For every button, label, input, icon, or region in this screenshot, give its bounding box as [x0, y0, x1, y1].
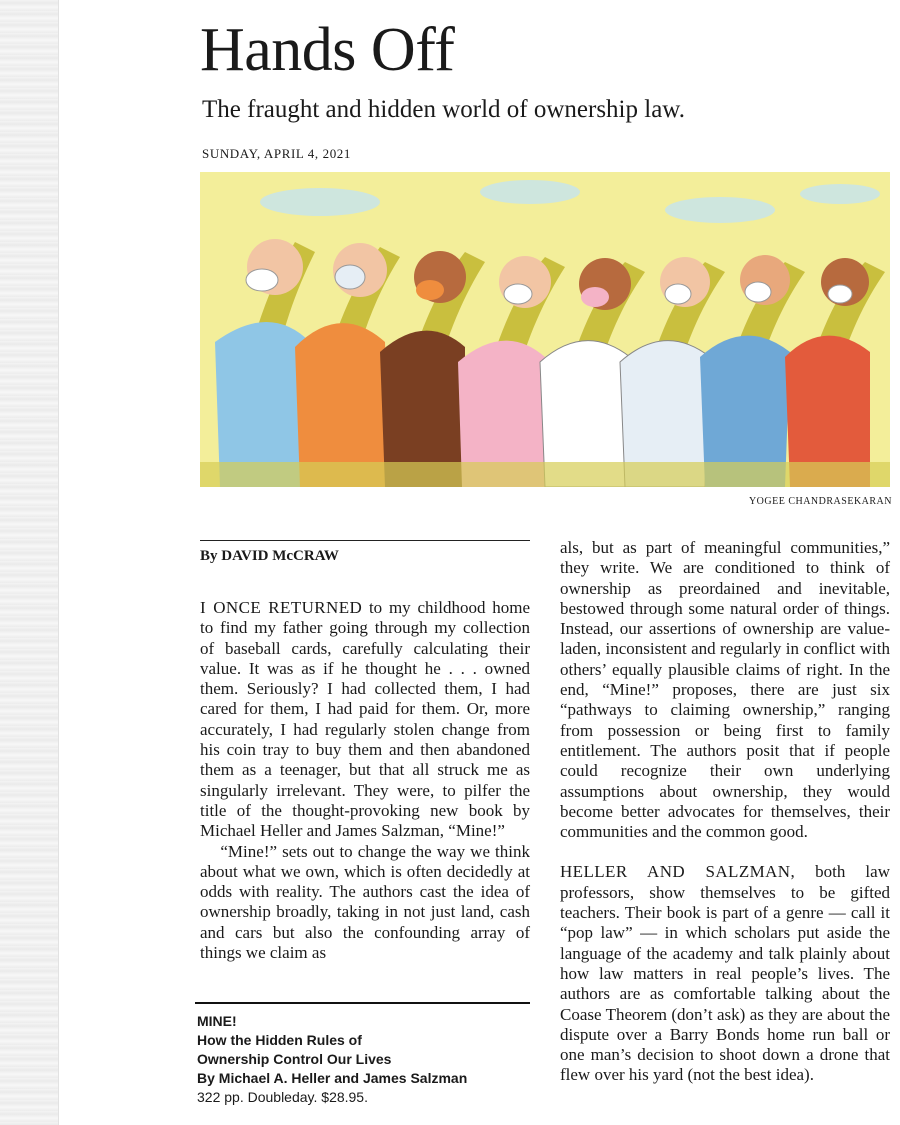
paragraph-2: “Mine!” sets out to change the way we think about what we own, which is often decidedly at odds with reality. The authors cast the idea of ownership broadly, taking in not just land, cash and cars but also the confounding array of things we claim as: [200, 841, 530, 963]
paragraph-4: [560, 862, 890, 1085]
illustration-credit: YOGEE CHANDRASEKARAN: [748, 496, 892, 507]
paper-edge: [0, 0, 59, 1125]
illustration: [200, 172, 890, 487]
byline-rule: [200, 540, 530, 541]
book-price: 322 pp. Doubleday. $28.95.: [197, 1089, 368, 1105]
paragraph-1-lead: I ONCE RETURNED: [200, 598, 363, 617]
book-subtitle-2: Ownership Control Our Lives: [197, 1051, 392, 1067]
illustration-art: [200, 172, 890, 487]
column-2: [560, 538, 890, 1086]
paragraph-4-lead: HELLER AND SALZMAN,: [560, 862, 796, 882]
infobox-rule: [195, 1002, 530, 1004]
headline: Hands Off: [200, 16, 455, 84]
book-title: MINE!: [197, 1013, 237, 1029]
paragraph-4-text: both law professors, show themselves to be gifted teachers. Their book is part of a genre — call it “pop law” — in which scholars put aside the language of the academy and talk plainly about how law matters in real people’s lives. The authors are as comfortable talking about the Coase Theorem (don’t ask) as they are about the dispute over a Barry Bonds home run ball or one man’s decision to shoot down a drone that flew over his yard (not the best idea).: [560, 862, 890, 1085]
book-infobox: [197, 1012, 530, 1107]
book-subtitle-1: How the Hidden Rules of: [197, 1032, 362, 1048]
column-1: [200, 598, 530, 963]
paragraph-1: [200, 598, 530, 842]
dateline: SUNDAY, APRIL 4, 2021: [202, 146, 352, 161]
book-authors: By Michael A. Heller and James Salzman: [197, 1070, 468, 1086]
paragraph-3: als, but as part of meaningful communities,” they write. We are conditioned to think of ownership as preordained and inevitable, bestowed through some natural order of things. Instead, our assertions of ownership are value-laden, inconsistent and regularly in conflict with others’ equally plausible claims of right. In the end, “Mine!” proposes, there are just six “pathways to claiming ownership,” ranging from possession or being first to family entitlement. The authors posit that if people could recognize their own underlying assumptions about ownership, they would become better advocates for themselves, their communities and the common good.: [560, 538, 890, 842]
dek: The fraught and hidden world of ownership law.: [202, 96, 685, 123]
byline: By DAVID McCRAW: [200, 548, 339, 564]
paragraph-1-text: to my childhood home to find my father going through my collection of baseball cards, carefully calculating their value. It was as if he thought he . . . owned them. Seriously? I had collected them, I had cared for them, I had paid for them. Or, more accurately, I had regularly stolen change from his coin tray to buy them and then abandoned them as a teenager, but that all struck me as singularly irrelevant. They were, to pilfer the title of the thought-provoking new book by Michael Heller and James Salzman, “Mine!”: [200, 598, 530, 841]
